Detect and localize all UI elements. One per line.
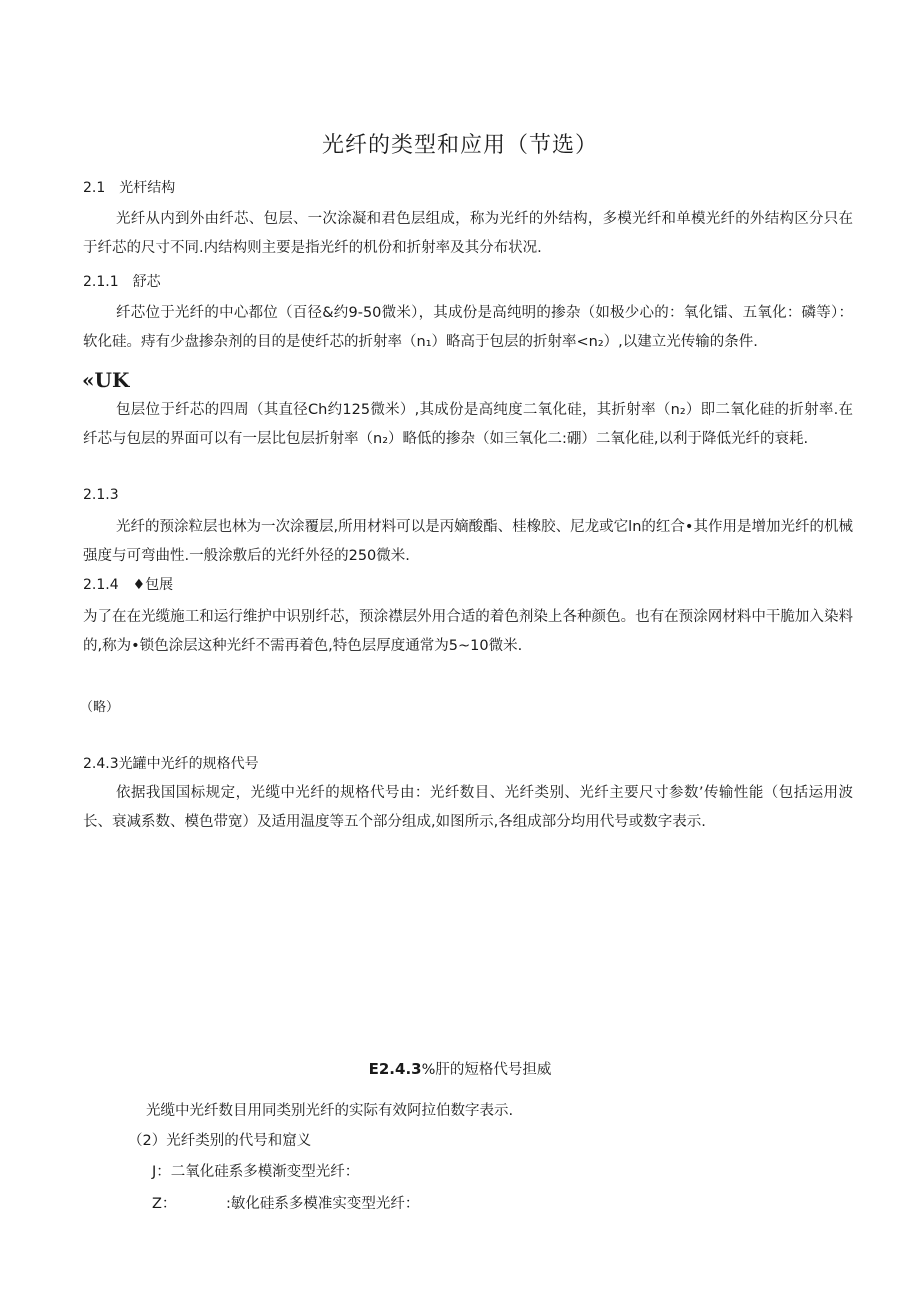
section-2-1-heading: 2.1 光杆结构 bbox=[83, 180, 176, 196]
paragraph-color-layer: 为了在在光缆施工和运行维护中识别纤芯，预涂襟层外用合适的着色剂染上各种颜色。也有在预涂网材料中干脆加入染料的,称为•锁色涂层这种光纤不需再着色,特色层厚度通常为5~10微米. bbox=[83, 609, 853, 654]
section-2-1-3-heading: 2.1.3 bbox=[83, 487, 119, 503]
section-cladding-heading: «UK bbox=[82, 368, 130, 392]
definition-code: Z： bbox=[152, 1196, 177, 1212]
list-item-fiber-type: （2）光纤类别的代号和窟义 bbox=[128, 1133, 312, 1149]
definition-row bbox=[152, 1160, 359, 1181]
section-2-1-1-heading: 2.1.1 舒芯 bbox=[83, 274, 161, 290]
definition-code: J： bbox=[152, 1164, 171, 1180]
paragraph-coating: 光纤的预涂粒层也林为一次涂覆层,所用材料可以是丙嫡酸酯、桂橡胶、尼龙或它ln的红合•其作用是增加光纤的机械强度与可弯曲性.一般涂敷后的光纤外径的250微米. bbox=[83, 519, 853, 564]
paragraph-spec-code: 依据我国国标规定，光缆中光纤的规格代号由：光纤数目、光纤类别、光纤主要尺寸参数’传输性能（包括运用波长、衰减系数、模色带宽）及适用温度等五个部分组成,如图所示,各组成部分均用代号或数字表示. bbox=[83, 785, 853, 830]
paragraph-structure: 光纤从内到外由纤芯、包层、一次涂凝和君色层组成，称为光纤的外结构，多模光纤和单模光纤的外结构区分只在于纤芯的尺寸不同.内结构则主要是指光纤的机份和折射率及其分布状况. bbox=[83, 211, 853, 256]
paragraph-fiber-count: 光缆中光纤数目用同类别光纤的实际有效阿拉伯数字表示. bbox=[146, 1103, 514, 1119]
definition-row bbox=[152, 1192, 419, 1213]
figure-caption-text: %肝的短格代号担威 bbox=[421, 1062, 552, 1078]
omitted-note: （略） bbox=[80, 700, 120, 715]
definition-text: :敏化硅系多模准实变型光纤： bbox=[226, 1196, 420, 1212]
paragraph-cladding: 包层位于纤芯的四周（其直径Ch约125微米）,其成份是高纯度二氧化硅，其折射率（n₂）即二氧化硅的折射率.在纤芯与包层的界面可以有一层比包层折射率（n₂）略低的掺杂（如三氧化二:硼）二氧化硅,以利于降低光纤的衰耗. bbox=[83, 402, 853, 447]
figure-caption bbox=[0, 1058, 920, 1079]
definition-text: 二氧化硅系多模渐变型光纤： bbox=[170, 1164, 360, 1180]
document-title: 光纤的类型和应用（节选） bbox=[321, 133, 598, 158]
figure-number: E2.4.3 bbox=[368, 1060, 422, 1078]
section-2-1-4-heading: 2.1.4 ♦包展 bbox=[83, 577, 174, 593]
paragraph-core: 纤芯位于光纤的中心都位（百径&约9-50微米），其成份是高纯明的掺杂（如极少心的：氧化镭、五氧化：磷等）：软化硅。痔有少盘掺杂剂的目的是使纤芯的折射率（n₁）略高于包层的折射率<n₂）,以建立光传输的条件. bbox=[83, 305, 853, 350]
section-2-4-3-heading: 2.4.3光罐中光纤的规格代号 bbox=[83, 756, 259, 772]
